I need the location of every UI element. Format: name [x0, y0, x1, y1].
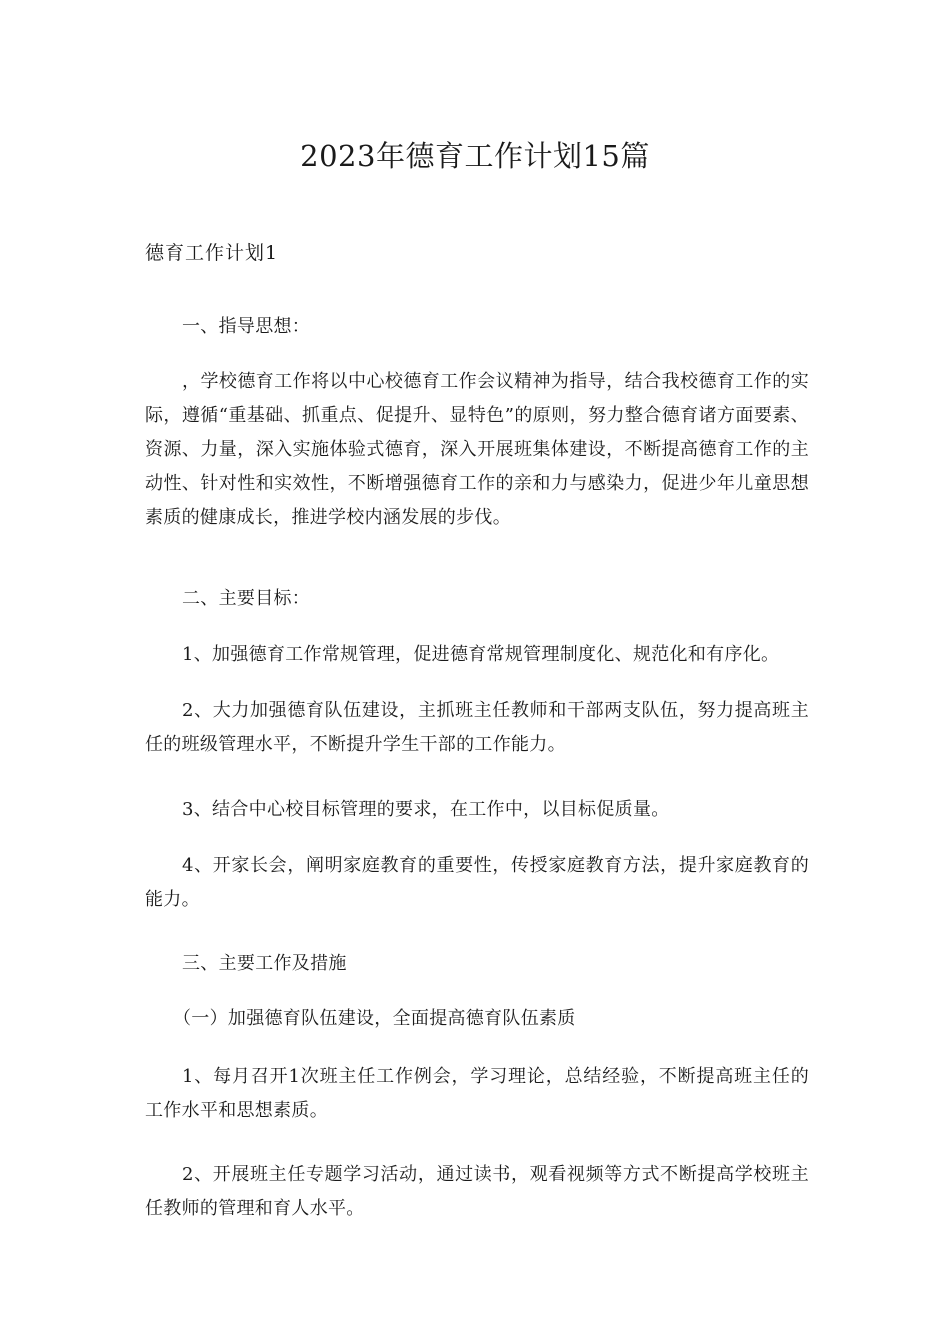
goal-item-4: 4、开家长会，阐明家庭教育的重要性，传授家庭教育方法，提升家庭教育的能力。 — [145, 855, 809, 910]
goal-item-2: 2、大力加强德育队伍建设，主抓班主任教师和干部两支队伍，努力提高班主任的班级管理水平，不断提升学生干部的工作能力。 — [145, 700, 809, 755]
goal-item-3: 3、结合中心校目标管理的要求，在工作中，以目标促质量。 — [182, 799, 670, 820]
heading-guiding-thought: 一、指导思想： — [182, 316, 311, 337]
goal-item-1: 1、加强德育工作常规管理，促进德育常规管理制度化、规范化和有序化。 — [182, 644, 780, 665]
measure-item-2: 2、开展班主任专题学习活动，通过读书，观看视频等方式不断提高学校班主任教师的管理和育人水平。 — [145, 1164, 809, 1219]
heading-main-goals: 二、主要目标： — [182, 588, 311, 609]
subheading-team-building: （一）加强德育队伍建设，全面提高德育队伍素质 — [173, 1008, 576, 1029]
section-title: 德育工作计划1 — [145, 242, 279, 264]
measure-item-1: 1、每月召开1次班主任工作例会，学习理论，总结经验，不断提高班主任的工作水平和思想素质。 — [145, 1066, 809, 1121]
paragraph-guiding-thought-body: ，学校德育工作将以中心校德育工作会议精神为指导，结合我校德育工作的实际，遵循“重基础、抓重点、促提升、显特色”的原则，努力整合德育诸方面要素、资源、力量，深入实施体验式德育，深入开展班集体建设，不断提高德育工作的主动性、针对性和实效性，不断增强德育工作的亲和力与感染力，促进少年儿童思想素质的健康成长，推进学校内涵发展的步伐。 — [145, 371, 809, 528]
document-title: 2023年德育工作计划15篇 — [300, 139, 650, 173]
heading-main-work: 三、主要工作及措施 — [182, 953, 347, 974]
